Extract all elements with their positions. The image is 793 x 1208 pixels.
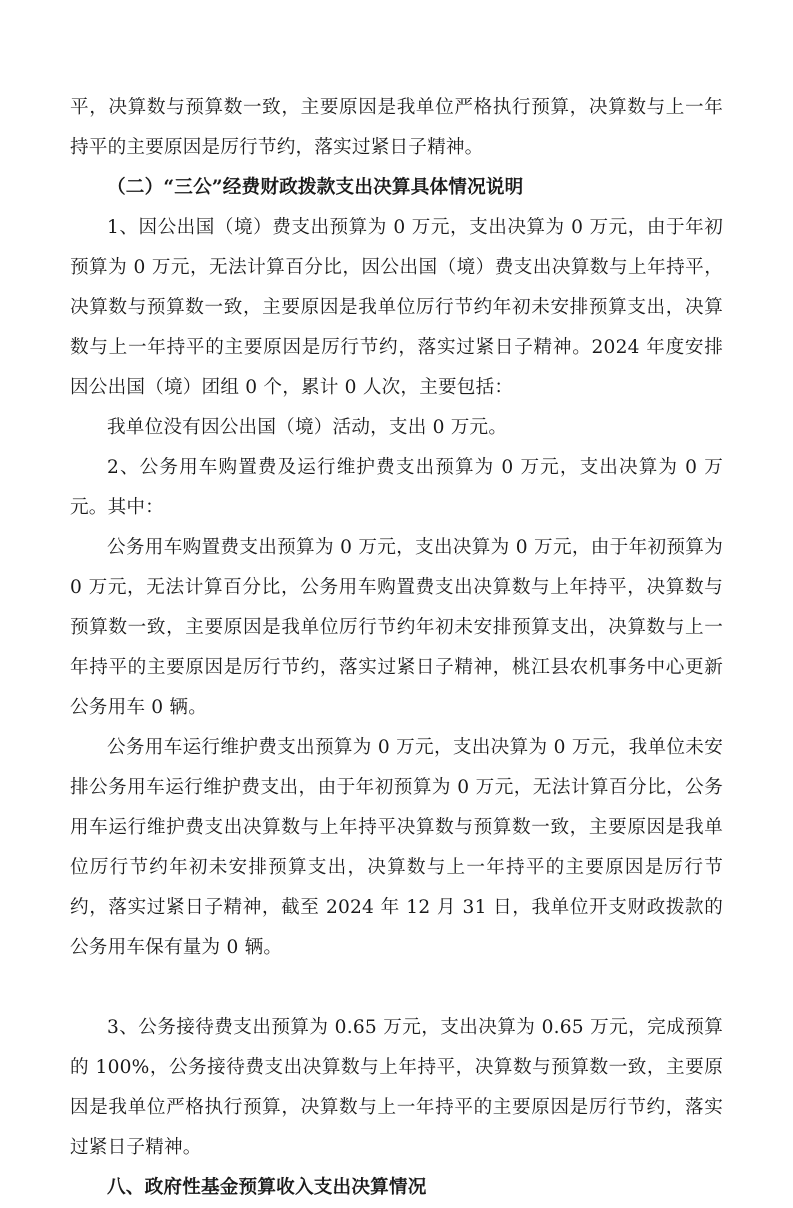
paragraph-official-reception-expense: 3、公务接待费支出预算为 0.65 万元，支出决算为 0.65 万元，完成预算的 100%，公务接待费支出决算数与上年持平，决算数与预算数一致，主要原因是我单位严格执行预算，决算数与上一年持平的主要原因是厉行节约，落实过紧日子精神。: [70, 1017, 723, 1158]
heading-three-public-funds-detail: （二）“三公”经费财政拨款支出决算具体情况说明: [107, 177, 524, 198]
paragraph-overseas-travel-detail: 我单位没有因公出国（境）活动，支出 0 万元。: [107, 417, 508, 438]
paragraph-overseas-travel-expense: 1、因公出国（境）费支出预算为 0 万元，支出决算为 0 万元，由于年初预算为 0 万元，无法计算百分比，因公出国（境）费支出决算数与上年持平，决算数与预算数一致，主要原因是我单位厉行节约年初未安排预算支出，决算数与上一年持平的主要原因是厉行节约，落实过紧日子精神。2024 年度安排因公出国（境）团组 0 个，累计 0 人次，主要包括：: [70, 217, 723, 398]
paragraph-official-vehicle-total: 2、公务用车购置费及运行维护费支出预算为 0 万元，支出决算为 0 万元。其中：: [70, 457, 723, 518]
paragraph-official-vehicle-purchase: 公务用车购置费支出预算为 0 万元，支出决算为 0 万元，由于年初预算为 0 万元，无法计算百分比，公务用车购置费支出决算数与上年持平，决算数与预算数一致，主要原因是我单位厉行节约年初未安排预算支出，决算数与上一年持平的主要原因是厉行节约，落实过紧日子精神，桃江县农机事务中心更新公务用车 0 辆。: [70, 537, 723, 718]
paragraph-continued: 平，决算数与预算数一致，主要原因是我单位严格执行预算，决算数与上一年持平的主要原因是厉行节约，落实过紧日子精神。: [70, 97, 723, 158]
heading-government-fund-budget: 八、政府性基金预算收入支出决算情况: [107, 1177, 427, 1198]
paragraph-official-vehicle-maintenance: 公务用车运行维护费支出预算为 0 万元，支出决算为 0 万元，我单位未安排公务用车运行维护费支出，由于年初预算为 0 万元，无法计算百分比，公务用车运行维护费支出决算数与上年持平决算数与预算数一致，主要原因是我单位厉行节约年初未安排预算支出，决算数与上一年持平的主要原因是厉行节约，落实过紧日子精神，截至 2024 年 12 月 31 日，我单位开支财政拨款的公务用车保有量为 0 辆。: [70, 737, 723, 958]
document-body: [70, 88, 723, 1208]
paragraph-spacer: [70, 968, 723, 1008]
